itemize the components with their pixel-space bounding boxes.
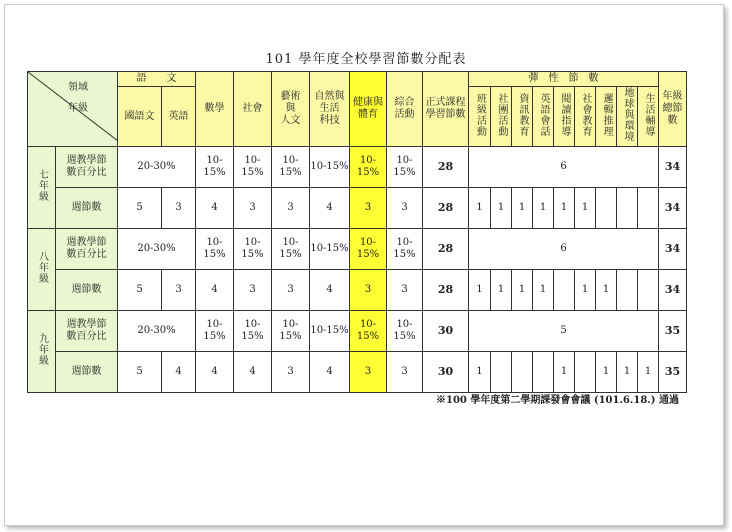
pct-total: 35: [659, 311, 687, 352]
flexible-header: 彈 性 節 數: [469, 72, 659, 87]
flex-item-label: 班級活動: [474, 92, 486, 137]
pct-integrated: 10-15%: [387, 147, 423, 188]
hours-health: 3: [350, 270, 387, 311]
pct-row-label: 週教學節 數百分比: [56, 311, 118, 352]
science-header: 自然與 生活 科技: [310, 72, 350, 147]
formal-header: 正式課程 學習節數: [423, 72, 469, 147]
hours-guoyu: 5: [118, 270, 162, 311]
hours-integrated: 3: [387, 188, 423, 229]
flex-item-header: [512, 87, 533, 147]
flex-item-label: 邏輯推理: [601, 92, 612, 137]
hours-english: 3: [162, 188, 196, 229]
hours-flex-item: 1: [554, 352, 575, 393]
grade-name: 七年級: [36, 169, 48, 202]
grade-name: 八年級: [36, 251, 48, 284]
pct-math: 10-15%: [196, 229, 234, 270]
flex-item-label: 生活輔導: [643, 92, 654, 137]
pct-social: 10-15%: [234, 147, 272, 188]
flex-item-header: [575, 87, 596, 147]
grade-label: [28, 311, 56, 393]
hours-flex-item: 1: [533, 270, 554, 311]
flex-item-label: 社會教育: [580, 92, 591, 137]
hours-row-label: 週節數: [56, 270, 118, 311]
hours-flex-item: 1: [575, 188, 596, 229]
hours-social: 3: [234, 270, 272, 311]
pct-formal: 30: [423, 311, 469, 352]
hours-flex-item: [596, 188, 617, 229]
hours-guoyu: 5: [118, 188, 162, 229]
hours-flex-item: 1: [469, 270, 491, 311]
hours-science: 4: [310, 188, 350, 229]
grade-label: [28, 229, 56, 311]
hours-math: 4: [196, 188, 234, 229]
hours-flex-item: 1: [512, 270, 533, 311]
pct-integrated: 10-15%: [387, 311, 423, 352]
flex-item-label: 英語會話: [538, 92, 549, 137]
integrated-header: 綜合 活動: [387, 72, 423, 147]
flex-item-label: 地球與環境: [622, 87, 633, 142]
hours-integrated: 3: [387, 270, 423, 311]
table-title: 101 學年度全校學習節數分配表: [265, 52, 467, 67]
hours-total: 34: [659, 270, 687, 311]
social-header: 社會: [234, 72, 272, 147]
flex-item-header: [554, 87, 575, 147]
schedule-table: [27, 71, 687, 393]
hours-flex-item: [512, 352, 533, 393]
flex-item-header: [596, 87, 617, 147]
pct-formal: 28: [423, 147, 469, 188]
hours-arts: 3: [272, 352, 310, 393]
hours-flex-item: 1: [575, 270, 596, 311]
pct-total: 34: [659, 229, 687, 270]
pct-health: 10-15%: [350, 311, 387, 352]
pct-arts: 10-15%: [272, 147, 310, 188]
hours-total: 35: [659, 352, 687, 393]
pct-row-label: 週教學節 數百分比: [56, 147, 118, 188]
yuwen-header: 語 文: [118, 72, 196, 87]
hours-social: 4: [234, 352, 272, 393]
hours-social: 3: [234, 188, 272, 229]
hours-flex-item: 1: [469, 188, 491, 229]
pct-flex: 6: [469, 147, 659, 188]
pct-flex: 6: [469, 229, 659, 270]
hours-english: 4: [162, 352, 196, 393]
pct-math: 10-15%: [196, 147, 234, 188]
hours-health: 3: [350, 352, 387, 393]
flex-item-header: [617, 87, 638, 147]
hours-math: 4: [196, 270, 234, 311]
hours-flex-item: 1: [554, 188, 575, 229]
footnote: ※100 學年度第二學期課發會會議 (101.6.18.) 通過: [436, 395, 679, 406]
hours-total: 34: [659, 188, 687, 229]
hours-flex-item: 1: [491, 188, 512, 229]
flex-item-header: [469, 87, 491, 147]
pct-social: 10-15%: [234, 229, 272, 270]
hours-flex-item: [617, 188, 638, 229]
hours-flex-item: [638, 270, 659, 311]
pct-yuwen: 20-30%: [118, 229, 196, 270]
flex-item-header: [533, 87, 554, 147]
flex-item-label: 閱讀指導: [559, 92, 570, 137]
health-header: 健康與 體育: [350, 72, 387, 147]
flex-item-header: [638, 87, 659, 147]
hours-row-label: 週節數: [56, 188, 118, 229]
hours-flex-item: 1: [638, 352, 659, 393]
hours-flex-item: [533, 352, 554, 393]
pct-social: 10-15%: [234, 311, 272, 352]
pct-integrated: 10-15%: [387, 229, 423, 270]
pct-health: 10-15%: [350, 229, 387, 270]
flex-item-label: 社團活動: [496, 92, 507, 137]
hours-flex-item: [617, 270, 638, 311]
hours-flex-item: [575, 352, 596, 393]
flex-item-label: 資訊教育: [517, 92, 528, 137]
grade-label: [28, 147, 56, 229]
hours-science: 4: [310, 352, 350, 393]
corner-bottom-label: 年級: [68, 103, 88, 114]
pct-science: 10-15%: [310, 311, 350, 352]
hours-formal: 28: [423, 270, 469, 311]
hours-arts: 3: [272, 270, 310, 311]
hours-flex-item: 1: [596, 270, 617, 311]
hours-science: 4: [310, 270, 350, 311]
hours-flex-item: [491, 352, 512, 393]
total-header: 年級 總節 數: [659, 72, 687, 147]
hours-flex-item: 1: [512, 188, 533, 229]
pct-total: 34: [659, 147, 687, 188]
hours-flex-item: [554, 270, 575, 311]
hours-flex-item: 1: [491, 270, 512, 311]
hours-guoyu: 5: [118, 352, 162, 393]
pct-health: 10-15%: [350, 147, 387, 188]
pct-flex: 5: [469, 311, 659, 352]
hours-health: 3: [350, 188, 387, 229]
corner-header: [28, 72, 118, 147]
flex-item-header: [491, 87, 512, 147]
pct-formal: 28: [423, 229, 469, 270]
english-header: 英語: [162, 87, 196, 147]
hours-flex-item: 1: [596, 352, 617, 393]
guoyu-header: 國語文: [118, 87, 162, 147]
hours-formal: 30: [423, 352, 469, 393]
corner-top-label: 領域: [68, 82, 88, 93]
grade-name: 九年級: [36, 333, 48, 366]
pct-arts: 10-15%: [272, 311, 310, 352]
arts-header: 藝術 與 人文: [272, 72, 310, 147]
hours-formal: 28: [423, 188, 469, 229]
hours-row-label: 週節數: [56, 352, 118, 393]
hours-arts: 3: [272, 188, 310, 229]
pct-row-label: 週教學節 數百分比: [56, 229, 118, 270]
hours-flex-item: 1: [469, 352, 491, 393]
pct-math: 10-15%: [196, 311, 234, 352]
hours-flex-item: [638, 188, 659, 229]
hours-flex-item: 1: [617, 352, 638, 393]
hours-integrated: 3: [387, 352, 423, 393]
hours-flex-item: 1: [533, 188, 554, 229]
math-header: 數學: [196, 72, 234, 147]
hours-math: 4: [196, 352, 234, 393]
pct-arts: 10-15%: [272, 229, 310, 270]
pct-yuwen: 20-30%: [118, 311, 196, 352]
pct-yuwen: 20-30%: [118, 147, 196, 188]
hours-english: 3: [162, 270, 196, 311]
pct-science: 10-15%: [310, 229, 350, 270]
pct-science: 10-15%: [310, 147, 350, 188]
